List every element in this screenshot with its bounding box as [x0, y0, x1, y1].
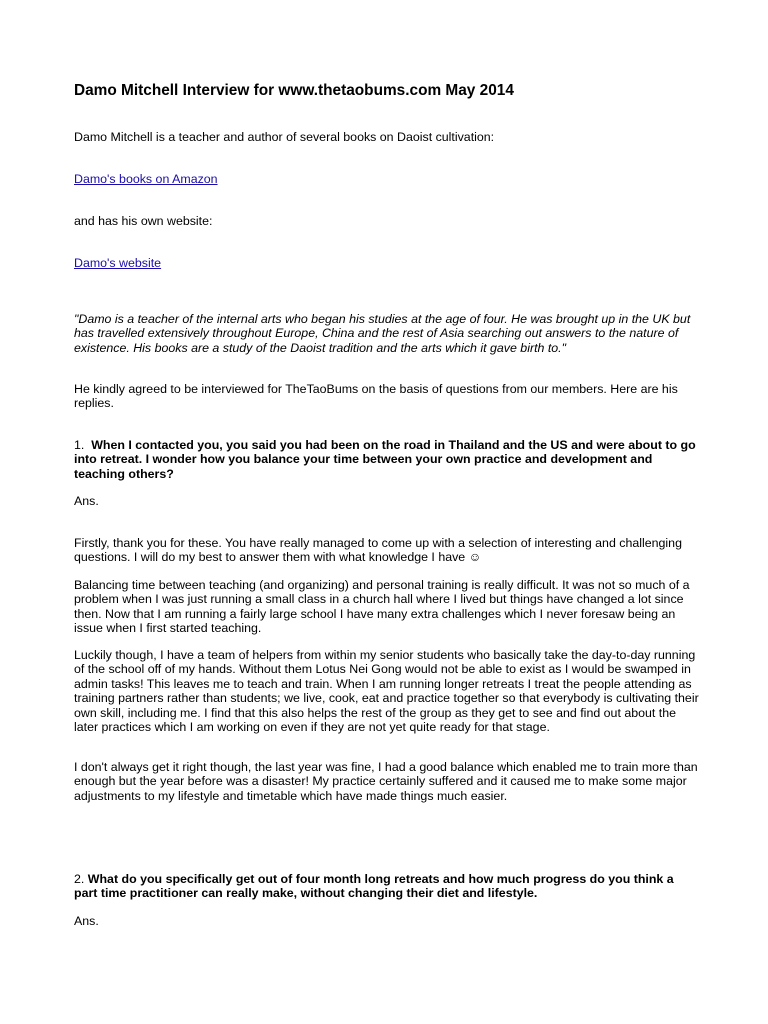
answer-2-label: Ans.: [74, 914, 99, 928]
question-2: [74, 872, 700, 901]
question-1-text: When I contacted you, you said you had been on the road in Thailand and the US and were about to go into retreat. I wonder how you balance your time between your own practice and development and teaching others?: [74, 438, 696, 481]
question-1: [74, 438, 700, 481]
website-intro-paragraph: and has his own website:: [74, 214, 213, 228]
intro-paragraph: Damo Mitchell is a teacher and author of several books on Daoist cultivation:: [74, 130, 495, 144]
page-title: Damo Mitchell Interview for www.thetaobums.com May 2014: [74, 82, 514, 99]
question-2-text: What do you specifically get out of four month long retreats and how much progress do you think a part time practitioner can really make, without changing their diet and lifestyle.: [74, 872, 674, 901]
agreement-paragraph: He kindly agreed to be interviewed for TheTaoBums on the basis of questions from our members. Here are his replies.: [74, 382, 678, 411]
answer-1-label: Ans.: [74, 494, 99, 508]
answer-1-paragraph-4: I don't always get it right though, the last year was fine, I had a good balance which enabled me to train more than enough but the year before was a disaster! My practice certainly suffered and it caused me to make some major adjustments to my lifestyle and timetable which have made things much easier.: [74, 760, 698, 803]
answer-1-paragraph-2: Balancing time between teaching (and organizing) and personal training is really difficult. It was not so much of a problem when I was just running a small class in a church hall where I lived but things have changed a lot since then. Now that I am running a fairly large school I have many extra challenges which I never foresaw being an issue when I first started teaching.: [74, 578, 690, 636]
answer-1-paragraph-1: Firstly, thank you for these. You have really managed to come up with a selection of interesting and challenging questions. I will do my best to answer them with what knowledge I have ☺: [74, 536, 682, 565]
answer-1-paragraph-3: Luckily though, I have a team of helpers from within my senior students who basically take the day-to-day running of the school off of my hands. Without them Lotus Nei Gong would not be able to exist as I would be swamped in admin tasks! This leaves me to teach and train. When I am running longer retreats I treat the people attending as training partners rather than students; we live, cook, eat and practice together so that everybody is cultivating their own skill, including me. I find that this also helps the rest of the group as they get to see and find out about the later practices which I am working on even if they are not yet quite ready for that stage.: [74, 648, 699, 735]
question-1-number: 1.: [74, 438, 85, 452]
question-2-number: 2.: [74, 872, 85, 886]
amazon-books-link[interactable]: Damo's books on Amazon: [74, 172, 218, 186]
website-link[interactable]: Damo's website: [74, 256, 162, 270]
bio-quote: "Damo is a teacher of the internal arts who began his studies at the age of four. He was brought up in the UK but has travelled extensively throughout Europe, China and the rest of Asia searching out answers to the nature of existence. His books are a study of the Daoist tradition and the arts which it gave birth to.": [74, 312, 691, 355]
